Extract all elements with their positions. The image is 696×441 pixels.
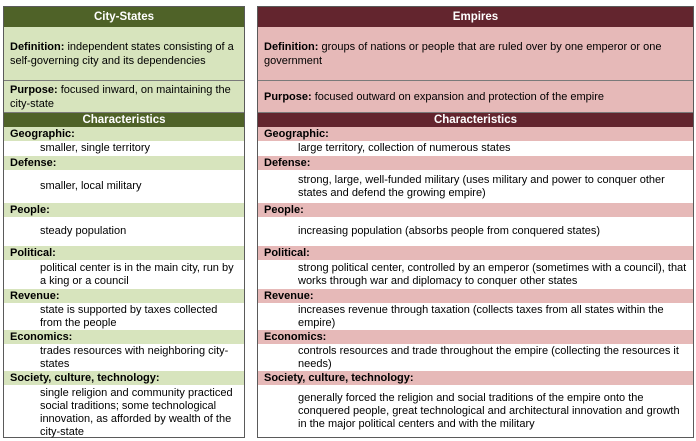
city-society-value: single religion and community practiced social traditions; some technological innovation, as afforded by wealth of the city-state [4,385,244,437]
empires-panel [257,6,694,438]
city-states-definition-text [10,40,238,68]
definition-label: Definition: [264,40,319,53]
definition-text: groups of nations or people that are ruled over by one emperor or one government [264,40,662,67]
empire-revenue-label: Revenue: [258,289,693,303]
empire-defense-label: Defense: [258,156,693,170]
empire-defense-value: strong, large, well-funded military (uses military and power to conquer other states and defend the growing empire) [258,170,693,203]
empires-definition [258,27,693,81]
empires-definition-text [264,40,687,68]
empires-purpose [258,81,693,113]
empires-characteristics-title: Characteristics [258,113,693,127]
empire-society-value: generally forced the religion and social traditions of the empire onto the conquered people, great technological and architectural innovation and growth in the major political centers and with the military [258,385,693,437]
city-economics-value: trades resources with neighboring city-states [4,344,244,371]
empire-people-label: People: [258,203,693,217]
city-states-characteristics-title: Characteristics [4,113,244,127]
empires-purpose-text [264,90,604,104]
purpose-label: Purpose: [10,83,58,96]
city-defense-value: smaller, local military [4,170,244,203]
empire-revenue-value: increases revenue through taxation (collects taxes from all states within the empire) [258,303,693,330]
city-states-definition [4,27,244,81]
empire-society-label: Society, culture, technology: [258,371,693,385]
city-economics-label: Economics: [4,330,244,344]
city-geographic-value: smaller, single territory [4,141,244,156]
purpose-text: focused outward on expansion and protection of the empire [311,90,604,103]
empire-economics-value: controls resources and trade throughout the empire (collecting the resources it needs) [258,344,693,371]
city-political-label: Political: [4,246,244,260]
city-defense-label: Defense: [4,156,244,170]
empires-title: Empires [258,7,693,27]
city-states-purpose [4,81,244,113]
empire-political-value: strong political center, controlled by an emperor (sometimes with a council), that works through war and diplomacy to conquer other states [258,260,693,289]
empire-geographic-label: Geographic: [258,127,693,141]
city-states-purpose-text [10,83,238,111]
purpose-text: focused inward, on maintaining the city-state [10,83,231,110]
definition-label: Definition: [10,40,65,53]
city-people-label: People: [4,203,244,217]
city-revenue-value: state is supported by taxes collected from the people [4,303,244,330]
city-political-value: political center is in the main city, run by a king or a council [4,260,244,289]
city-geographic-label: Geographic: [4,127,244,141]
city-states-title: City-States [4,7,244,27]
city-revenue-label: Revenue: [4,289,244,303]
empire-geographic-value: large territory, collection of numerous states [258,141,693,156]
empire-political-label: Political: [258,246,693,260]
empire-people-value: increasing population (absorbs people from conquered states) [258,217,693,246]
city-society-label: Society, culture, technology: [4,371,244,385]
purpose-label: Purpose: [264,90,312,103]
definition-text: independent states consisting of a self-governing city and its dependencies [10,40,234,67]
city-people-value: steady population [4,217,244,246]
city-states-panel [3,6,245,438]
empire-economics-label: Economics: [258,330,693,344]
